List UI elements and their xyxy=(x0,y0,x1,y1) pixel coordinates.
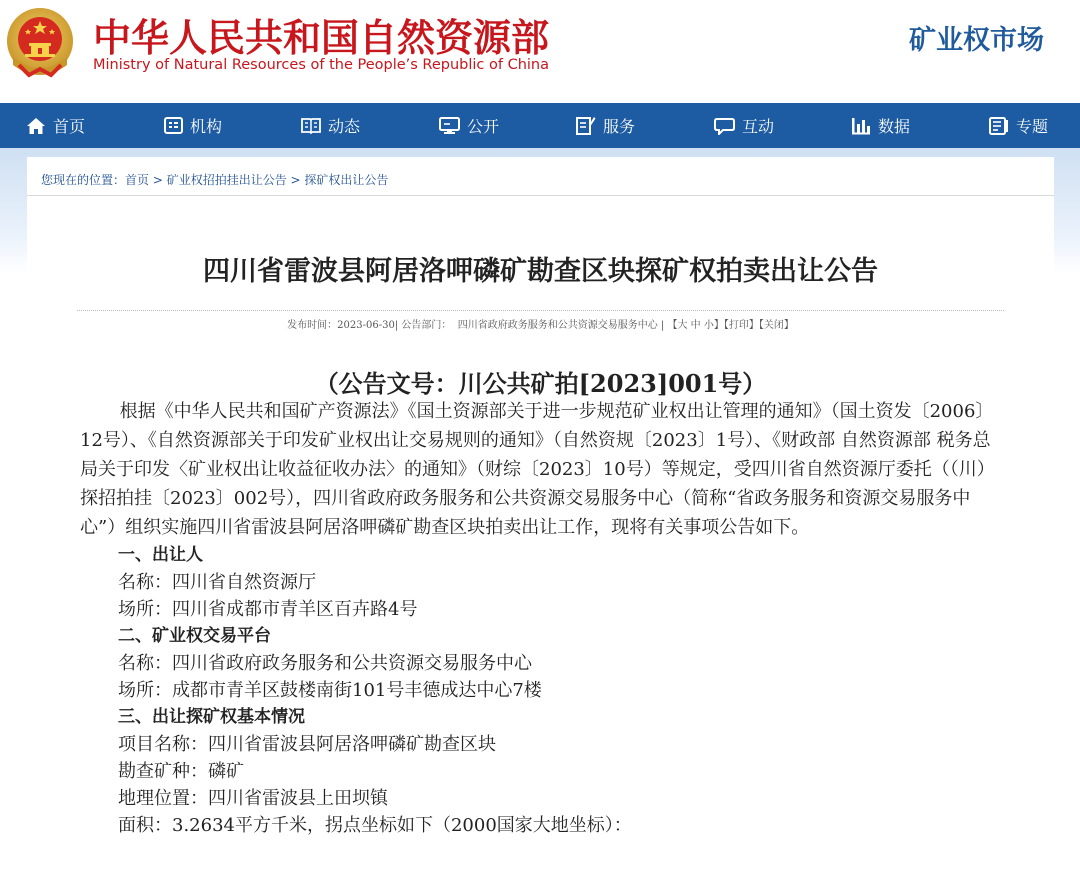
national-emblem-icon xyxy=(5,5,75,81)
article-line: 名称：四川省自然资源厅 xyxy=(118,572,316,593)
section-heading: 三、出让探矿权基本情况 xyxy=(118,707,305,727)
nav-item-label: 机构 xyxy=(190,117,223,136)
title-divider xyxy=(77,310,1004,311)
monitor-icon xyxy=(439,117,460,135)
main-nav xyxy=(0,103,1080,148)
site-name: 矿业权市场 xyxy=(909,25,1044,56)
ministry-name-en: Ministry of Natural Resources of the People’s Republic of China xyxy=(93,57,550,73)
breadcrumb-divider xyxy=(27,195,1054,196)
article-line: 地理位置：四川省雷波县上田坝镇 xyxy=(118,788,388,809)
nav-item-label: 数据 xyxy=(878,117,911,136)
close-link[interactable]: 【关闭】 xyxy=(758,320,794,331)
article-title: 四川省雷波县阿居洛呷磷矿勘查区块探矿权拍卖出让公告 xyxy=(203,256,878,287)
article-line: 面积：3.2634平方千米，拐点坐标如下（2000国家大地坐标）： xyxy=(118,815,632,836)
breadcrumb xyxy=(41,171,388,188)
breadcrumb-separator: > xyxy=(286,173,305,187)
intro-paragraph: 根据《中华人民共和国矿产资源法》《国土资源部关于进一步规范矿业权出让管理的通知》（国土资发〔2006〕12号）、《自然资源部关于印发矿业权出让交易规则的通知》（自然资规〔2023〕1号）、《财政部 自然资源部 税务总局关于印发〈矿业权出让收益征收办法〉的通知》（财综〔2023〕10号）等规定，受四川省自然资源厅委托（（川）探招拍挂〔2023〕002号），四川省政府政务服务和公共资源交易服务中心（简称“省政务服务和资源交易服务中心”）组织实施四川省雷波县阿居洛呷磷矿勘查区块拍卖出让工作，现将有关事项公告如下。 xyxy=(80,401,995,538)
nav-item-label: 首页 xyxy=(53,117,86,136)
nav-item-label: 专题 xyxy=(1016,117,1049,136)
nav-item-org[interactable] xyxy=(164,103,222,148)
dept-name: 四川省政府政务服务和公共资源交易服务中心 xyxy=(457,320,658,331)
nav-item-topic[interactable] xyxy=(989,103,1048,148)
article-panel xyxy=(27,157,1054,871)
nav-item-label: 互动 xyxy=(742,117,775,136)
article-line: 勘查矿种：磷矿 xyxy=(118,761,244,782)
breadcrumb-mining-notices[interactable]: 矿业权招拍挂出让公告 xyxy=(166,173,287,187)
breadcrumb-home[interactable]: 首页 xyxy=(125,173,150,187)
edit-doc-icon xyxy=(576,116,596,135)
site-header xyxy=(0,0,1080,103)
publish-date: 2023-06-30 xyxy=(337,320,395,331)
breadcrumb-exploration-notices[interactable]: 探矿权出让公告 xyxy=(304,173,389,187)
section-heading: 一、出让人 xyxy=(118,545,203,565)
article-meta xyxy=(27,316,1054,331)
home-icon xyxy=(26,117,46,135)
section-heading: 二、矿业权交易平台 xyxy=(118,626,271,646)
nav-item-home[interactable] xyxy=(26,103,85,148)
news-book-icon xyxy=(301,117,321,134)
nav-item-service[interactable] xyxy=(576,103,635,148)
nav-item-label: 服务 xyxy=(603,117,636,136)
chat-icon xyxy=(714,117,735,135)
print-link[interactable]: 【打印】 xyxy=(723,320,759,331)
article-line: 项目名称：四川省雷波县阿居洛呷磷矿勘查区块 xyxy=(118,734,496,755)
article-body xyxy=(80,397,1005,839)
breadcrumb-separator: > xyxy=(149,173,167,187)
meta-separator: | xyxy=(660,320,665,331)
nav-item-news[interactable] xyxy=(301,103,360,148)
nav-item-label: 公开 xyxy=(467,117,500,136)
article-line: 场所：四川省成都市青羊区百卉路4号 xyxy=(118,599,418,620)
dept-label: | 公告部门： xyxy=(394,320,452,331)
nav-item-label: 动态 xyxy=(328,117,361,136)
breadcrumb-prefix: 您现在的位置： xyxy=(41,173,126,187)
publish-label: 发布时间： xyxy=(287,320,338,331)
bar-chart-icon xyxy=(851,117,871,135)
ministry-name-cn: 中华人民共和国自然资源部 xyxy=(93,16,550,60)
article-line: 场所：成都市青羊区鼓楼南街101号丰德成达中心7楼 xyxy=(118,680,542,701)
article-lines xyxy=(80,542,1005,839)
document-number: （公告文号：川公共矿拍[2023]001号） xyxy=(314,369,767,398)
org-icon xyxy=(164,117,183,134)
topic-icon xyxy=(989,117,1009,135)
article-line: 名称：四川省政府政务服务和公共资源交易服务中心 xyxy=(118,653,532,674)
nav-item-data[interactable] xyxy=(851,103,910,148)
nav-item-interact[interactable] xyxy=(714,103,774,148)
font-size-switch[interactable]: 【大 中 小】 xyxy=(667,320,724,331)
nav-item-public[interactable] xyxy=(439,103,499,148)
